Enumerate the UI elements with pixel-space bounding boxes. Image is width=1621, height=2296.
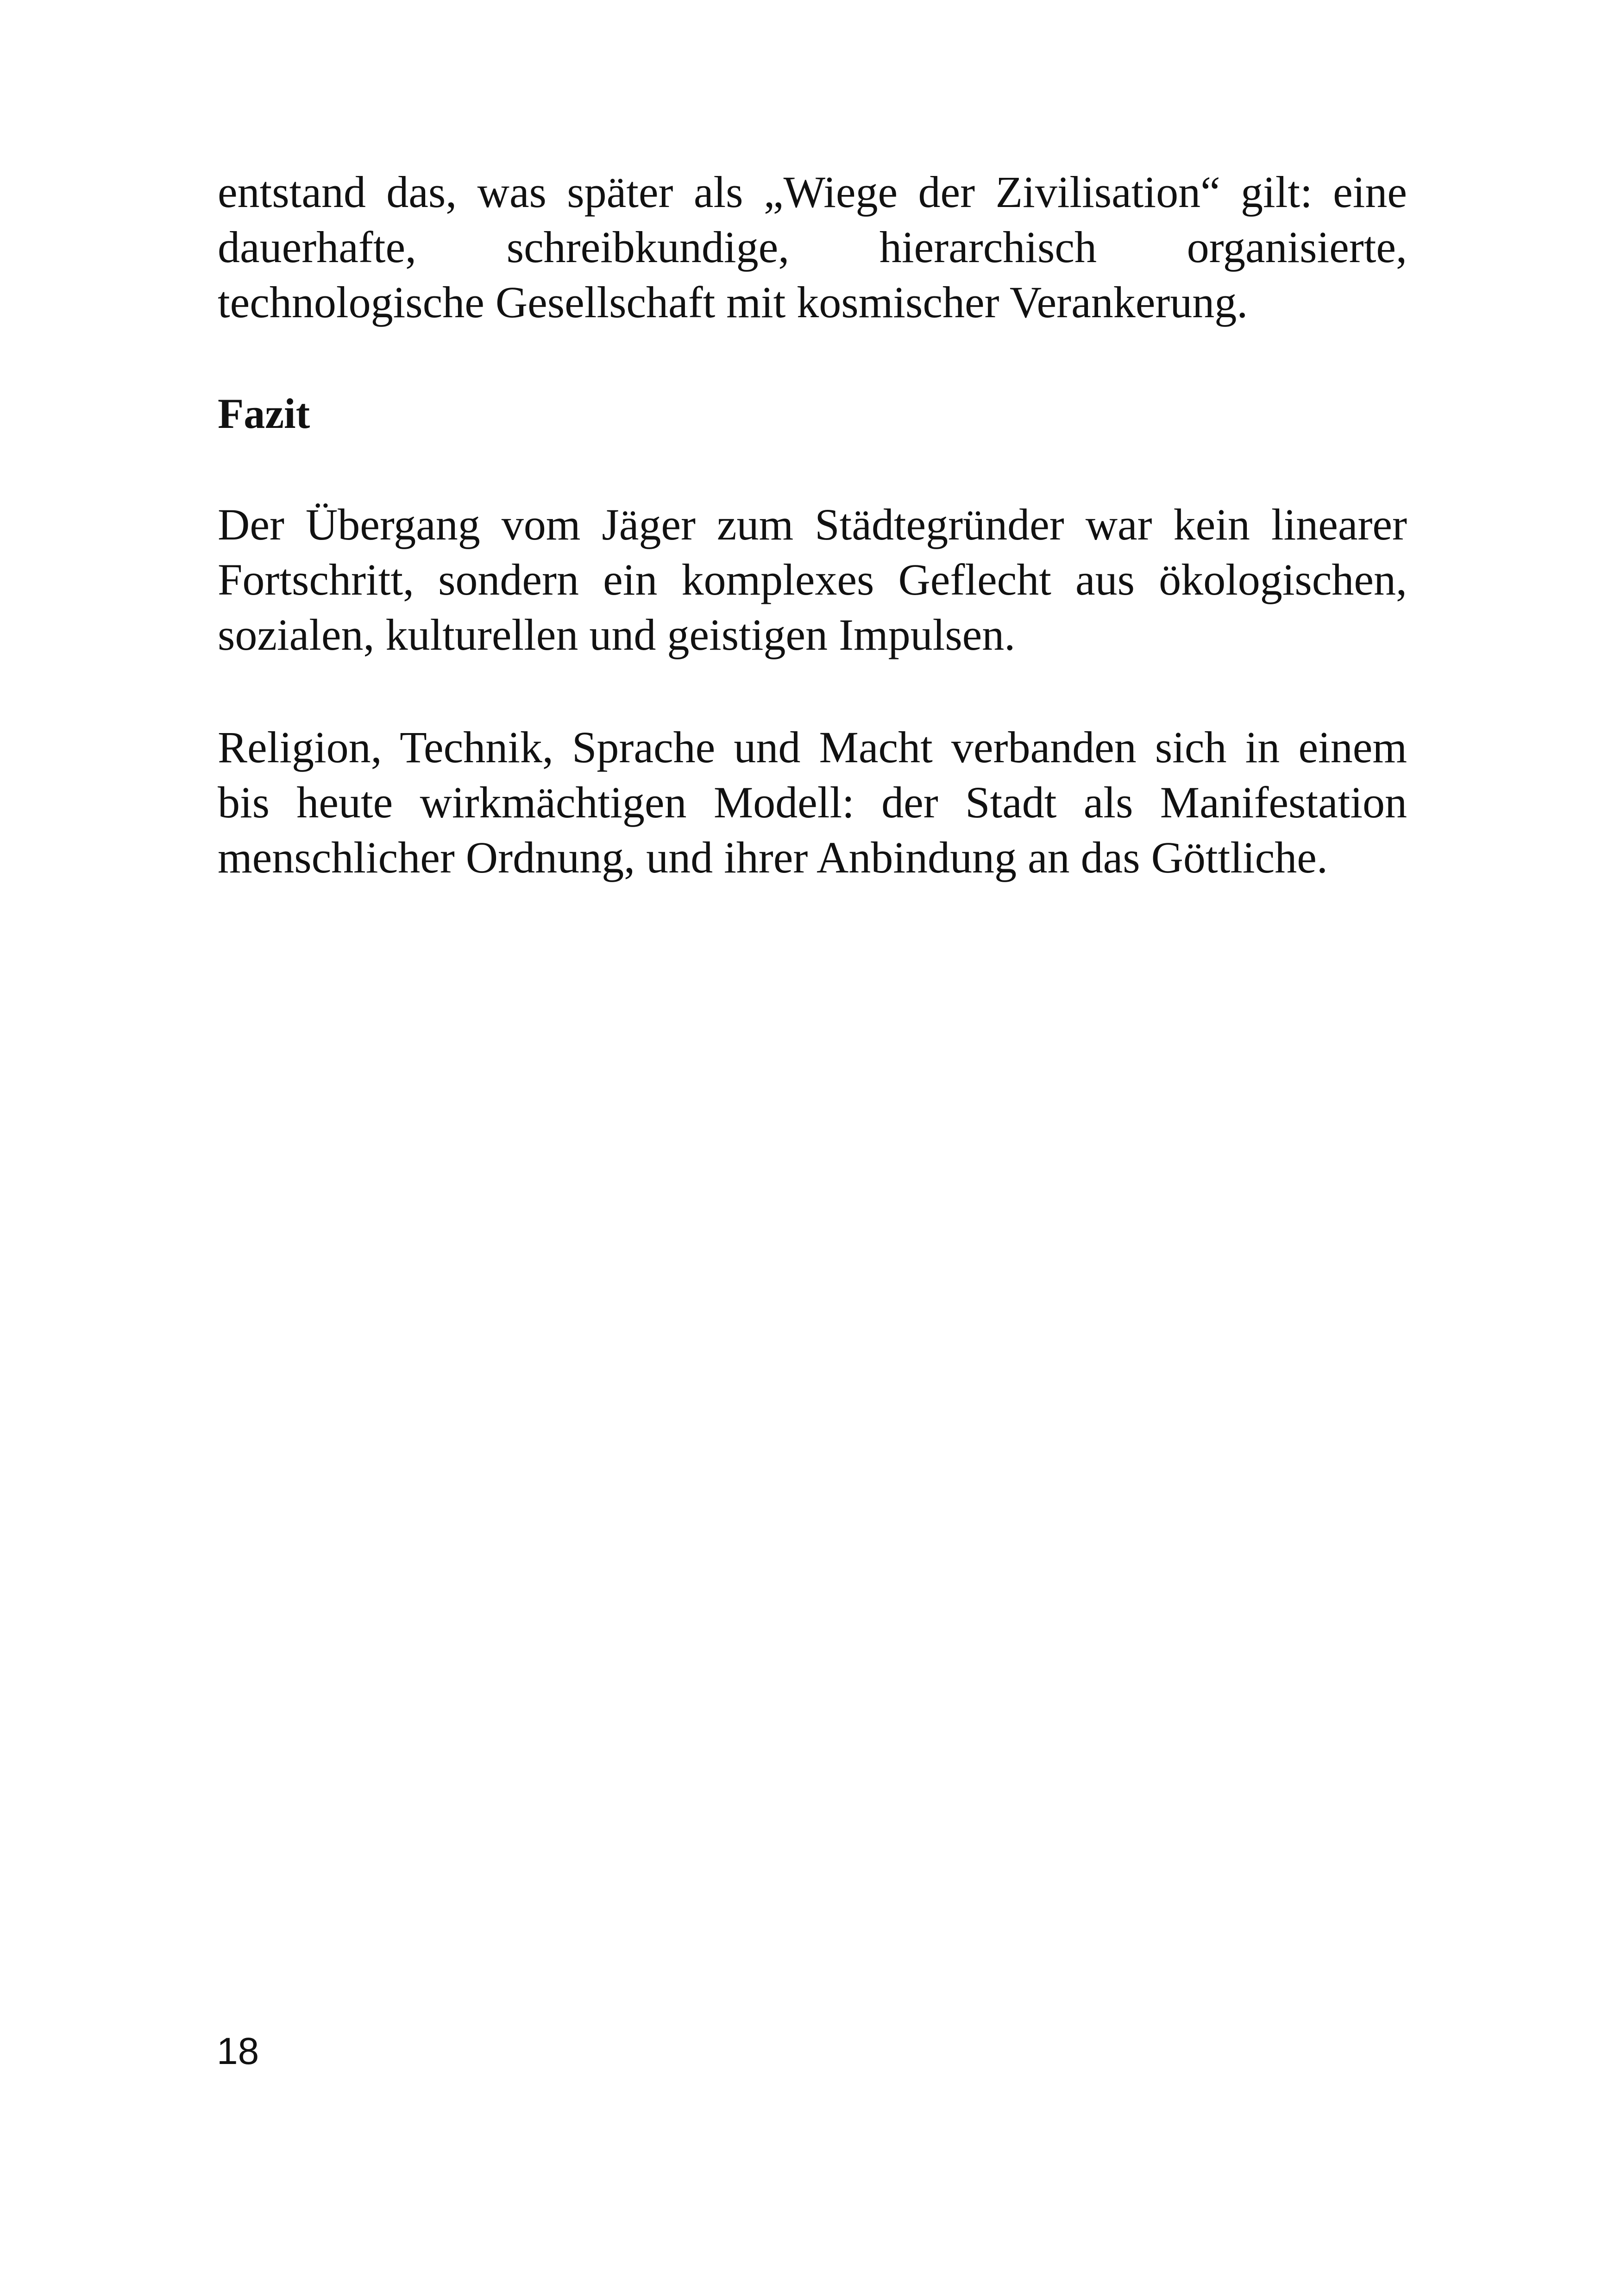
spacer <box>218 441 1407 497</box>
paragraph-conclusion-1: Der Übergang vom Jäger zum Städtegründer war kein linearer Fortschritt, sondern ein komplexes Geflecht aus ökologischen, sozialen, kulturellen und geistigen Impulsen. <box>218 500 1407 659</box>
page-number: 18 <box>217 2030 259 2072</box>
paragraph-conclusion-2: Religion, Technik, Sprache und Macht verbanden sich in einem bis heute wirkmächtigen Modell: der Stadt als Manifestation menschlicher Ordnung, und ihrer Anbindung an das Göttliche. <box>218 722 1407 882</box>
page-content <box>218 164 1407 885</box>
section-heading-fazit: Fazit <box>218 390 310 437</box>
spacer <box>218 330 1407 386</box>
paragraph-intro: entstand das, was später als „Wiege der Zivilisation“ gilt: eine dauerhafte, schreibkundige, hierarchisch organisierte, technologische Gesellschaft mit kosmischer Verankerung. <box>218 167 1407 327</box>
spacer <box>218 662 1407 720</box>
